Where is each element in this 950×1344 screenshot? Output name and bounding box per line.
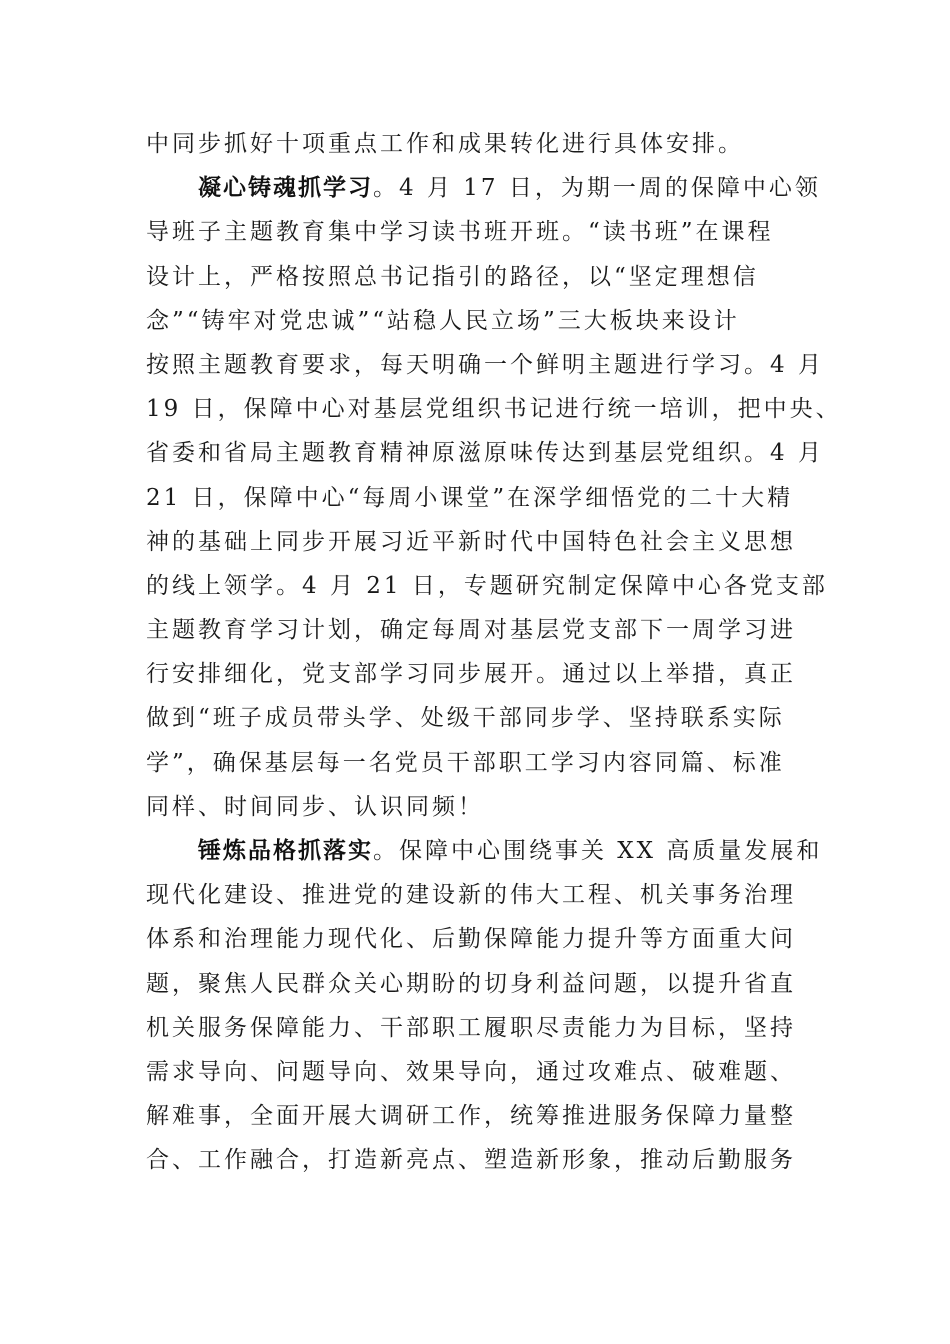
text-run: 。4 月 17 日，为期一周的保障中心领 — [373, 175, 821, 202]
text-line: 行安排细化，党支部学习同步展开。通过以上举措，真正 — [146, 661, 796, 688]
text-line: 机关服务保障能力、干部职工履职尽责能力为目标，坚持 — [146, 1014, 796, 1041]
text-line: 中同步抓好十项重点工作和成果转化进行具体安排。 — [146, 131, 744, 157]
text-line: 省委和省局主题教育精神原滋原味传达到基层党组织。4 月 — [146, 440, 824, 467]
text-line: 神的基础上同步开展习近平新时代中国特色社会主义思想 — [146, 528, 796, 555]
paragraph-heading-implementation: 锤炼品格抓落实 — [198, 838, 373, 864]
text-line: 需求导向、问题导向、效果导向，通过攻难点、破难题、 — [146, 1058, 796, 1085]
text-line: 主题教育学习计划，确定每周对基层党支部下一周学习进 — [146, 617, 796, 644]
text-line: 解难事，全面开展大调研工作，统筹推进服务保障力量整 — [146, 1103, 796, 1130]
text-line: 按照主题教育要求，每天明确一个鲜明主题进行学习。4 月 — [146, 351, 824, 378]
text-line: 的线上领学。4 月 21 日，专题研究制定保障中心各党支部 — [146, 572, 828, 599]
text-line: 设计上，严格按照总书记指引的路径，以“坚定理想信 — [146, 263, 759, 290]
text-line: 导班子主题教育集中学习读书班开班。“读书班”在课程 — [146, 219, 774, 246]
text-line: 题，聚焦人民群众关心期盼的切身利益问题，以提升省直 — [146, 970, 796, 997]
text-line: 合、工作融合，打造新亮点、塑造新形象，推动后勤服务 — [146, 1147, 796, 1174]
paragraph-study — [146, 166, 842, 829]
paragraph-heading-study: 凝心铸魂抓学习 — [198, 175, 373, 202]
text-line: 现代化建设、推进党的建设新的伟大工程、机关事务治理 — [146, 882, 796, 909]
text-line-first — [146, 166, 826, 210]
text-line: 体系和治理能力现代化、后勤保障能力提升等方面重大问 — [146, 926, 796, 953]
text-line: 21 日，保障中心“每周小课堂”在深学细悟党的二十大精 — [146, 484, 794, 511]
text-line: 同样、时间同步、认识同频！ — [146, 793, 484, 820]
paragraph-implementation — [146, 829, 826, 1183]
text-run: 。保障中心围绕事关 XX 高质量发展和 — [373, 838, 823, 864]
document-body — [146, 122, 842, 1183]
text-line: 念”“铸牢对党忠诚”“站稳人民立场”三大板块来设计 — [146, 307, 740, 334]
text-line: 19 日，保障中心对基层党组织书记进行统一培训，把中央、 — [146, 396, 842, 423]
text-line: 学”，确保基层每一名党员干部职工学习内容同篇、标准 — [146, 749, 785, 776]
text-line-first — [146, 829, 826, 873]
text-line: 做到“班子成员带头学、处级干部同步学、坚持联系实际 — [146, 705, 785, 732]
paragraph-continuation — [146, 122, 826, 166]
